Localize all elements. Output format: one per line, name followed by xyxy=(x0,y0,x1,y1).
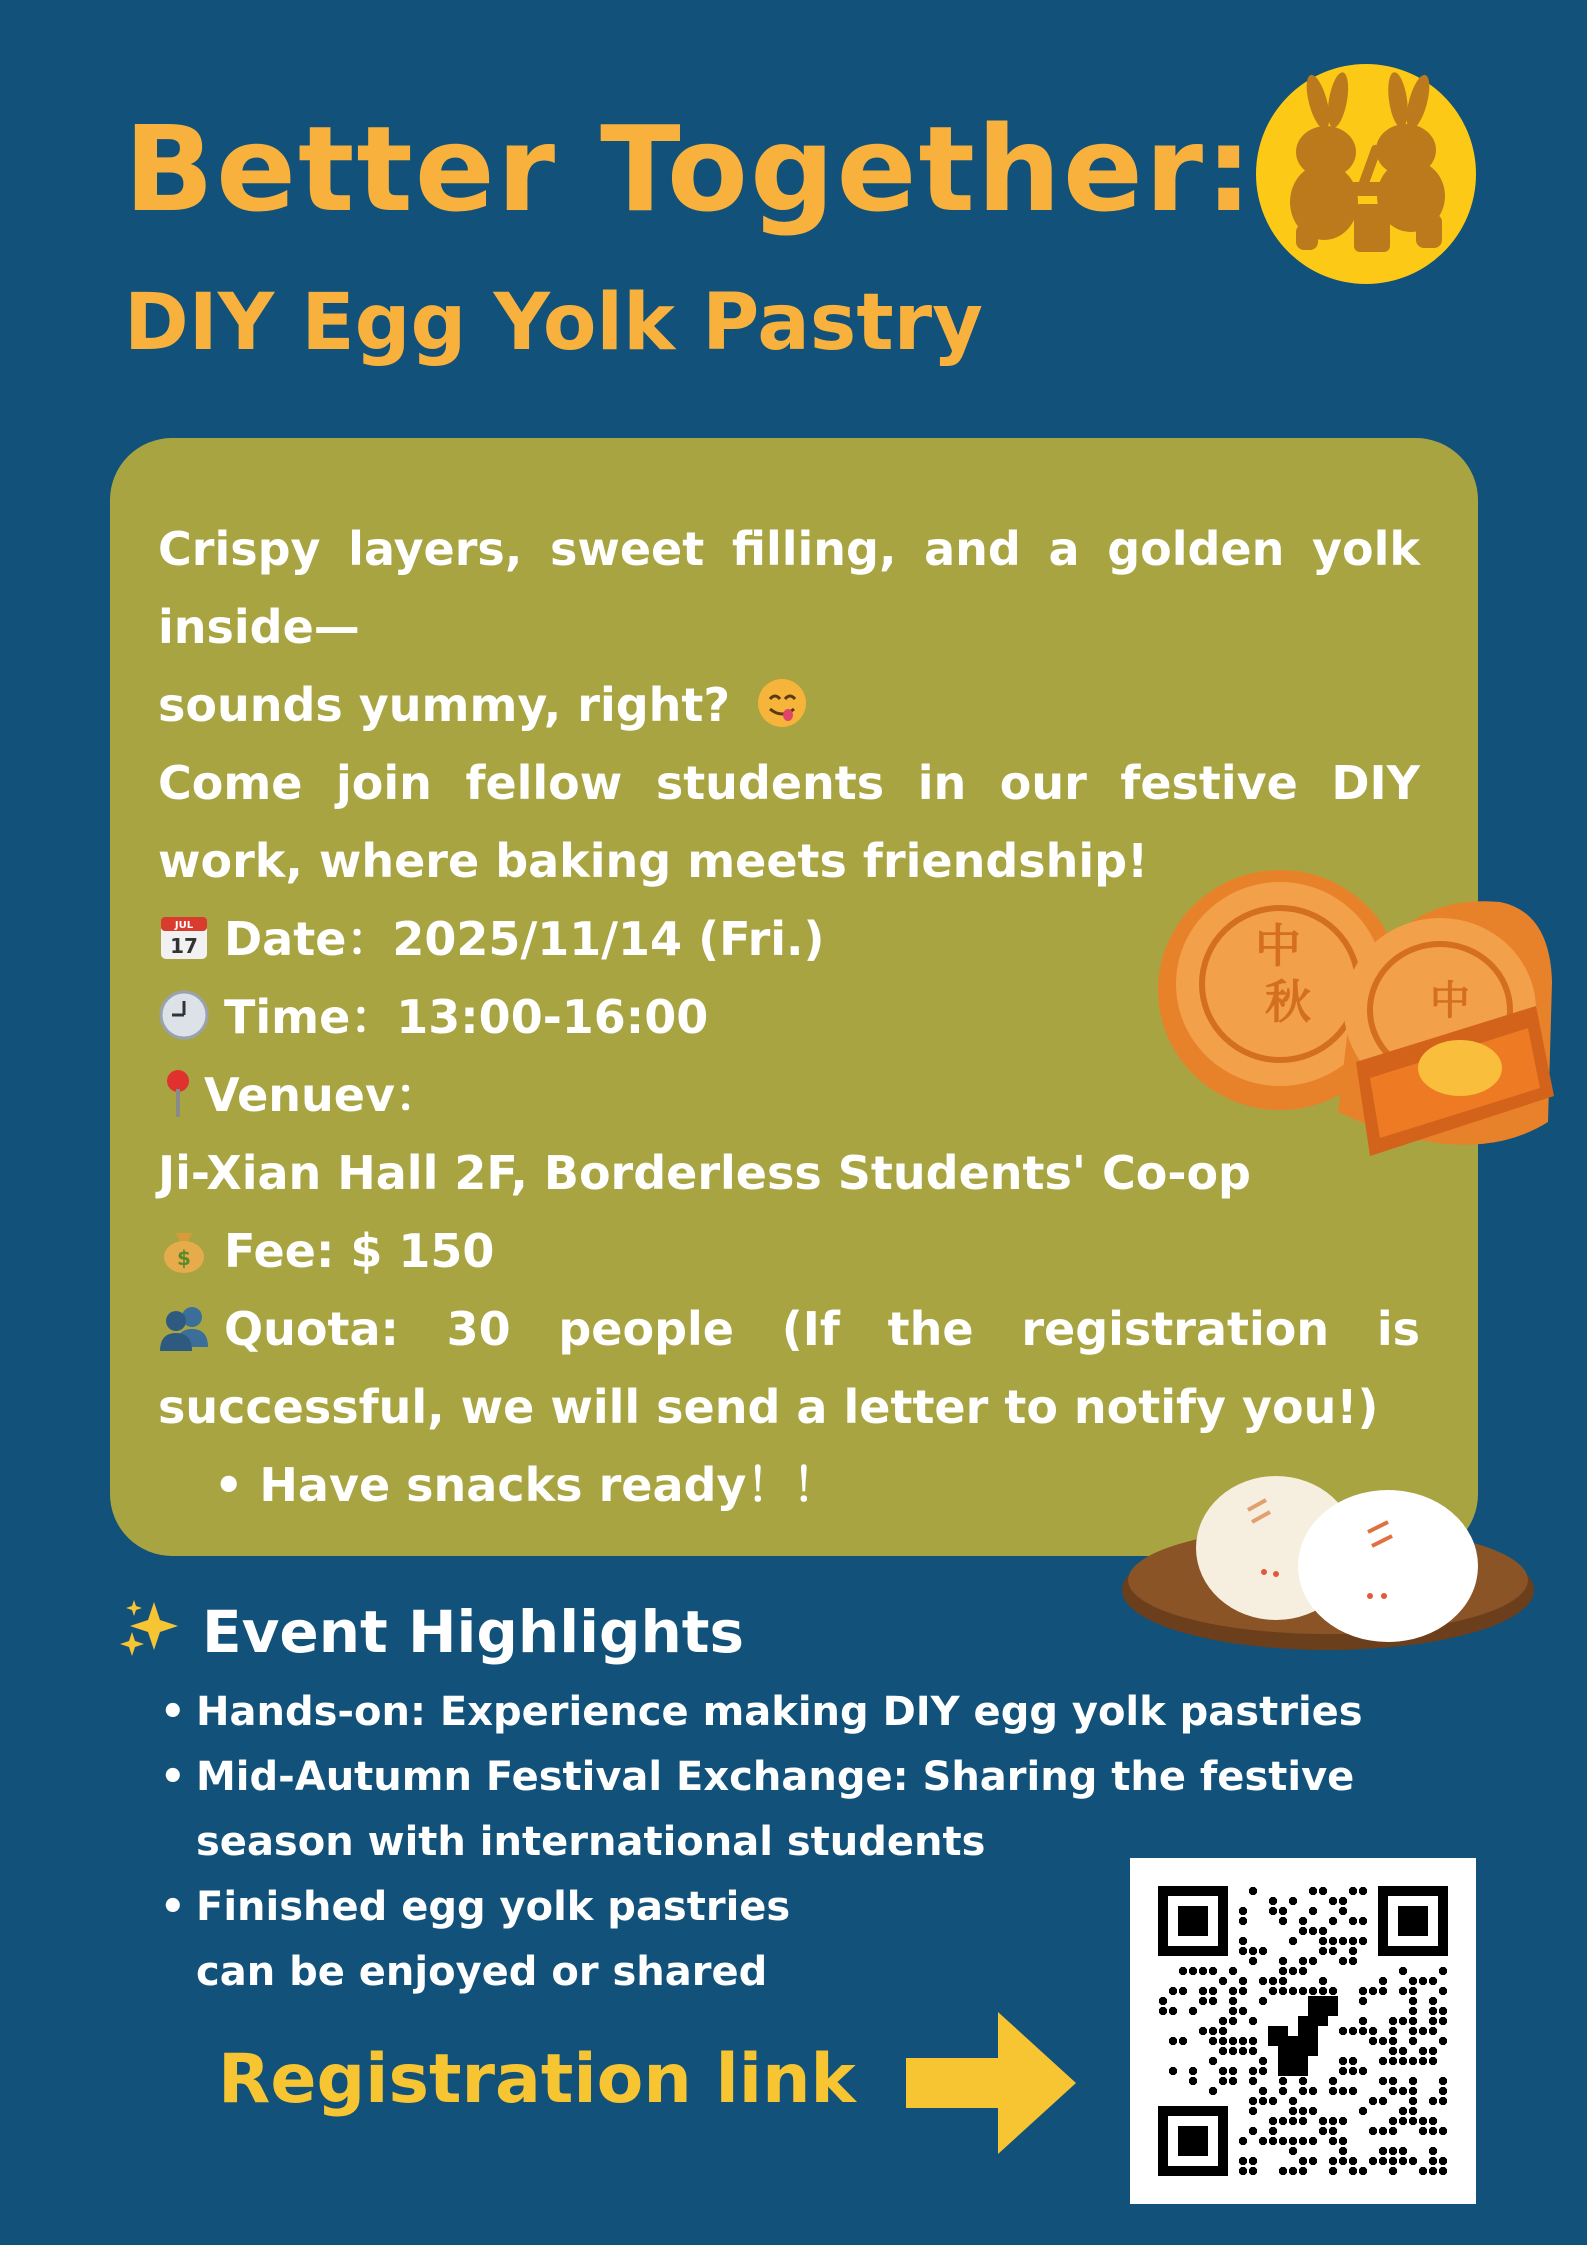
money-bag-icon xyxy=(158,1223,210,1275)
highlight-item: • Hands-on: Experience making DIY egg yolk pastries xyxy=(160,1680,1490,1745)
poster-title: Better Together: xyxy=(124,100,1255,238)
svg-text:秋: 秋 xyxy=(1265,975,1311,1029)
calendar-day: 17 xyxy=(170,934,198,958)
highlights-title: Event Highlights xyxy=(202,1598,745,1666)
event-time: Time：13:00-16:00 xyxy=(224,990,709,1044)
qr-code-pattern xyxy=(1158,1886,1448,2176)
yum-face-icon xyxy=(756,677,808,729)
event-fee: Fee: $ 150 xyxy=(224,1224,495,1278)
clock-icon xyxy=(158,989,210,1041)
people-icon xyxy=(158,1301,210,1353)
snacks-note: • Have snacks ready！！ xyxy=(214,1458,839,1512)
intro-text-3: Come join fellow students in our festive DIY work, where baking meets friendship! xyxy=(158,756,1420,888)
highlight-item: • Finished egg yolk pastries can be enjoyed or shared xyxy=(160,1875,860,2005)
intro-line-2 xyxy=(158,666,1420,744)
event-date: Date：2025/11/14 (Fri.) xyxy=(224,912,825,966)
intro-text-1: Crispy layers, sweet filling, and a golden yolk inside— xyxy=(158,522,1420,654)
highlights-heading xyxy=(118,1596,744,1666)
calendar-icon xyxy=(158,911,210,963)
moon-rabbits-icon xyxy=(1256,64,1476,284)
poster-subtitle: DIY Egg Yolk Pastry xyxy=(124,278,983,368)
fee-line xyxy=(158,1212,1420,1290)
mooncake-illustration xyxy=(1150,842,1560,1158)
rabbit-buns-illustration xyxy=(1118,1470,1538,1660)
quota-line xyxy=(158,1290,1420,1446)
calendar-month: JUL xyxy=(174,920,194,931)
pin-icon xyxy=(158,1067,198,1119)
qr-code[interactable] xyxy=(1130,1858,1476,2204)
sparkles-icon xyxy=(118,1596,184,1662)
svg-text:中: 中 xyxy=(1430,978,1470,1024)
registration-link[interactable]: Registration link xyxy=(218,2040,856,2119)
highlight-item: • Mid-Autumn Festival Exchange: Sharing the festive season with international students xyxy=(160,1745,1490,1875)
venue-label: Venuev： xyxy=(204,1068,441,1122)
arrow-right-icon xyxy=(906,2012,1076,2154)
intro-text-2: sounds yummy, right? xyxy=(158,678,731,732)
venue-value: Ji-Xian Hall 2F, Borderless Students' Co-op xyxy=(158,1146,1251,1200)
event-quota: Quota: 30 people (If the registration is successful, we will send a letter to notify you!) xyxy=(158,1302,1420,1434)
svg-text:$: $ xyxy=(177,1246,191,1270)
svg-text:中: 中 xyxy=(1255,919,1301,973)
